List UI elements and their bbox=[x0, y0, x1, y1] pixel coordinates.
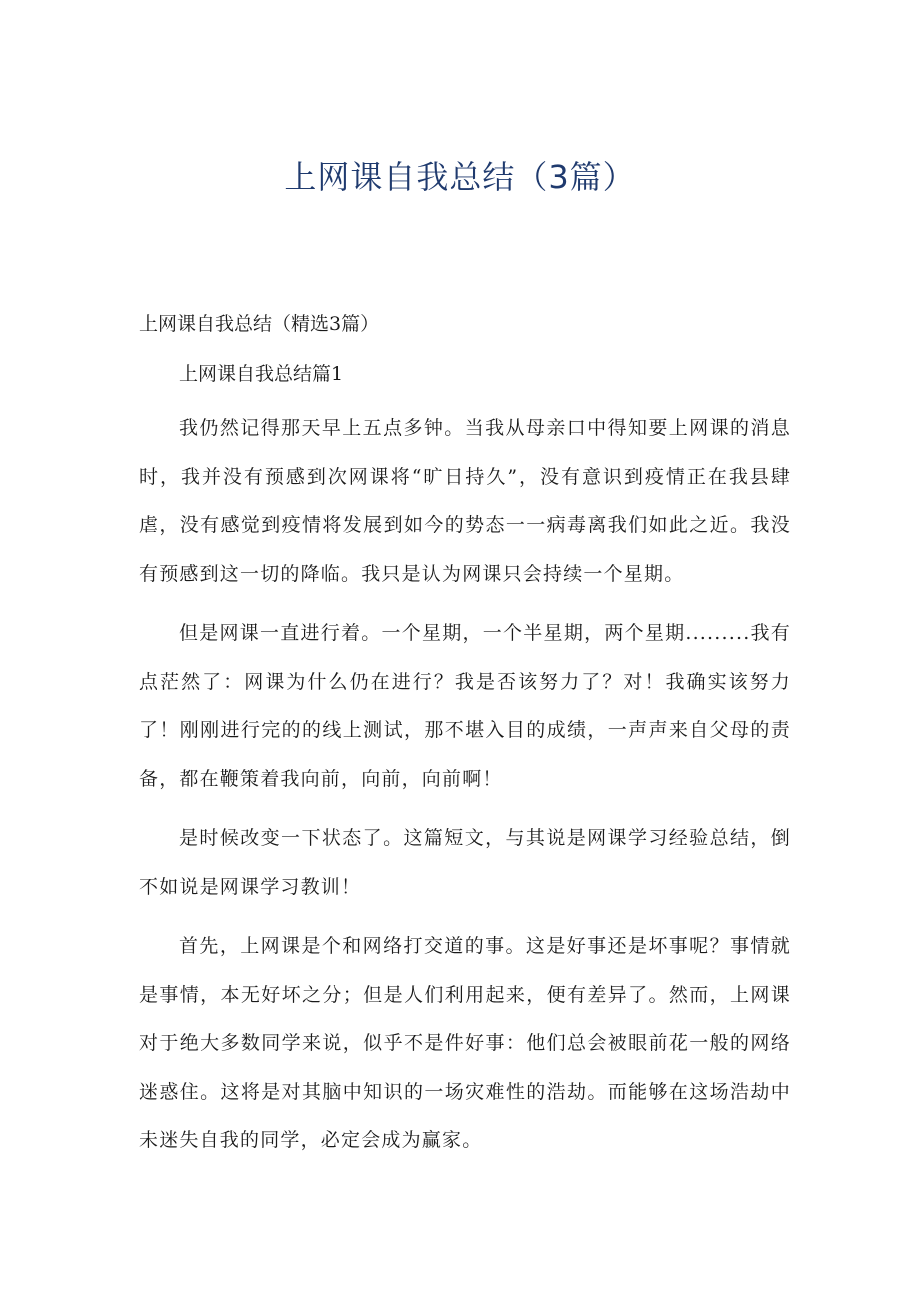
document-title: 上网课自我总结（3篇） bbox=[284, 158, 636, 196]
paragraph-1: 我仍然记得那天早上五点多钟。当我从母亲口中得知要上网课的消息时，我并没有预感到次网课将“旷日持久”，没有意识到疫情正在我县肆虐，没有感觉到疫情将发展到如今的势态一一病毒离我们如此之近。我没有预感到这一切的降临。我只是认为网课只会持续一个星期。 bbox=[139, 417, 791, 585]
document-subtitle: 上网课自我总结（精选3篇） bbox=[139, 313, 380, 335]
section-heading: 上网课自我总结篇1 bbox=[179, 363, 344, 385]
paragraph-2: 但是网课一直进行着。一个星期，一个半星期，两个星期.........我有点茫然了：网课为什么仍在进行？我是否该努力了？对！我确实该努力了！刚刚进行完的的线上测试，那不堪入目的成绩，一声声来自父母的责备，都在鞭策着我向前，向前，向前啊！ bbox=[139, 622, 791, 790]
document-body bbox=[139, 306, 791, 1165]
paragraph-4: 首先，上网课是个和网络打交道的事。这是好事还是坏事呢？事情就是事情，本无好坏之分；但是人们利用起来，便有差异了。然而，上网课对于绝大多数同学来说，似乎不是件好事：他们总会被眼前花一般的网络迷惑住。这将是对其脑中知识的一场灾难性的浩劫。而能够在这场浩劫中未迷失自我的同学，必定会成为赢家。 bbox=[139, 935, 791, 1151]
paragraph-3: 是时候改变一下状态了。这篇短文，与其说是网课学习经验总结，倒不如说是网课学习教训！ bbox=[139, 827, 791, 898]
